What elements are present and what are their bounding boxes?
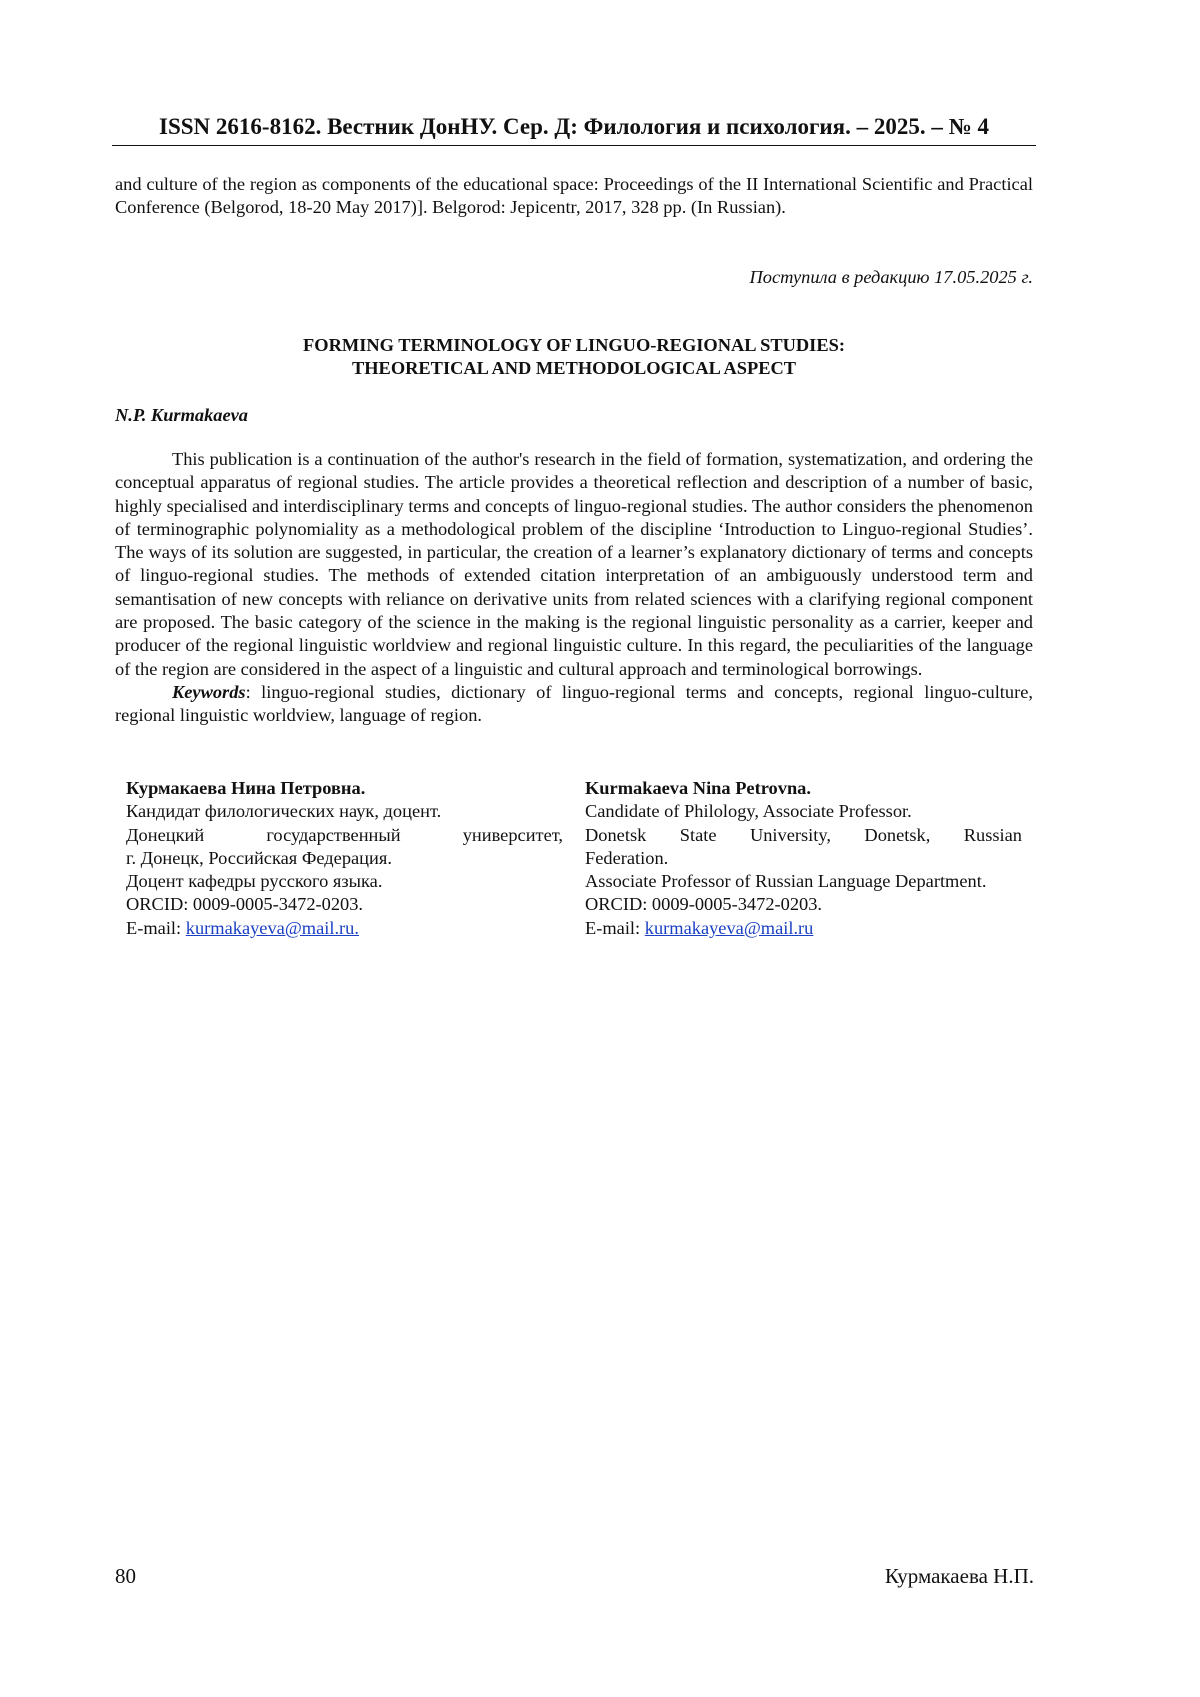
author-info-english [585,777,1022,940]
author-affiliation-ru-line-2: г. Донецк, Российская Федерация. [126,847,392,868]
email-label-en: E-mail: [585,917,645,938]
abstract-text: This publication is a continuation of the author's research in the field of formation, systematization, and ordering the conceptual apparatus of regional studies. The article provides a theoretical reflection and description of a number of basic, highly specialised and interdisciplinary terms and concepts of linguo-regional studies. The author considers the phenomenon of terminographic polynomiality as a methodological problem of the discipline ‘Introduction to Linguo-regional Studies’. The ways of its solution are suggested, in particular, the creation of a learner’s explanatory dictionary of terms and concepts of linguo-regional studies. The methods of extended citation interpretation of an ambiguously understood term and semantisation of new concepts with reliance on derivative units from related sciences with a clarifying regional component are proposed. The basic category of the science in the making is the regional linguistic personality as a carrier, keeper and producer of the regional linguistic worldview and regional linguistic culture. In this regard, the peculiarities of the language of the region are considered in the aspect of a linguistic and cultural approach and terminological borrowings. [115,449,1033,679]
email-link-ru[interactable]: kurmakayeva@mail.ru. [185,917,359,938]
author-position-en: Associate Professor of Russian Language Department. [585,871,987,892]
author-degree-ru: Кандидат филологических наук, доцент. [126,801,442,822]
author-affiliation-ru-line-1: Донецкий государственный университет, [126,824,563,845]
page-number: 80 [115,1564,136,1588]
author-orcid-ru: ORCID: 0009-0005-3472-0203. [126,894,364,915]
running-header: ISSN 2616-8162. Вестник ДонНУ. Сер. Д: Филология и психология. – 2025. – № 4 [112,112,1036,146]
author-orcid-en: ORCID: 0009-0005-3472-0203. [585,894,823,915]
article-title-line-1: FORMING TERMINOLOGY OF LINGUO-REGIONAL STUDIES: [303,335,845,355]
abstract [115,448,1033,728]
author-info-russian [126,777,563,940]
footer-author: Курмакаева Н.П. [884,1564,1034,1588]
keywords-paragraph [115,681,1033,728]
email-label-ru: E-mail: [126,917,186,938]
article-author: N.P. Kurmakaeva [115,405,248,425]
author-email-ru [126,917,563,940]
reference-continuation: and culture of the region as components of the educational space: Proceedings of the II International Scientific and Practical Conference (Belgorod, 18-20 May 2017)]. Belgorod: Jepicentr, 2017, 328 pp. (In Russian). [115,174,1033,218]
article-title [115,334,1033,380]
article-title-line-2: THEORETICAL AND METHODOLOGICAL ASPECT [351,358,797,378]
received-date-note: Поступила в редакцию 17.05.2025 г. [749,267,1033,287]
keywords-text: : linguo-regional studies, dictionary of linguo-regional terms and concepts, regional linguo-culture, regional linguistic worldview, language of region. [115,681,1033,726]
keywords-label: Keywords [172,681,246,702]
author-affiliation-en-line-2: Federation. [585,847,669,868]
author-name-ru: Курмакаева Нина Петровна. [126,778,366,798]
author-name-en: Kurmakaeva Nina Petrovna. [585,778,811,798]
author-degree-en: Candidate of Philology, Associate Professor. [585,801,912,822]
email-link-en[interactable]: kurmakayeva@mail.ru [644,917,814,938]
author-email-en [585,917,1022,940]
author-affiliation-en-line-1: Donetsk State University, Donetsk, Russian [585,824,1022,845]
author-position-ru: Доцент кафедры русского языка. [126,871,383,892]
